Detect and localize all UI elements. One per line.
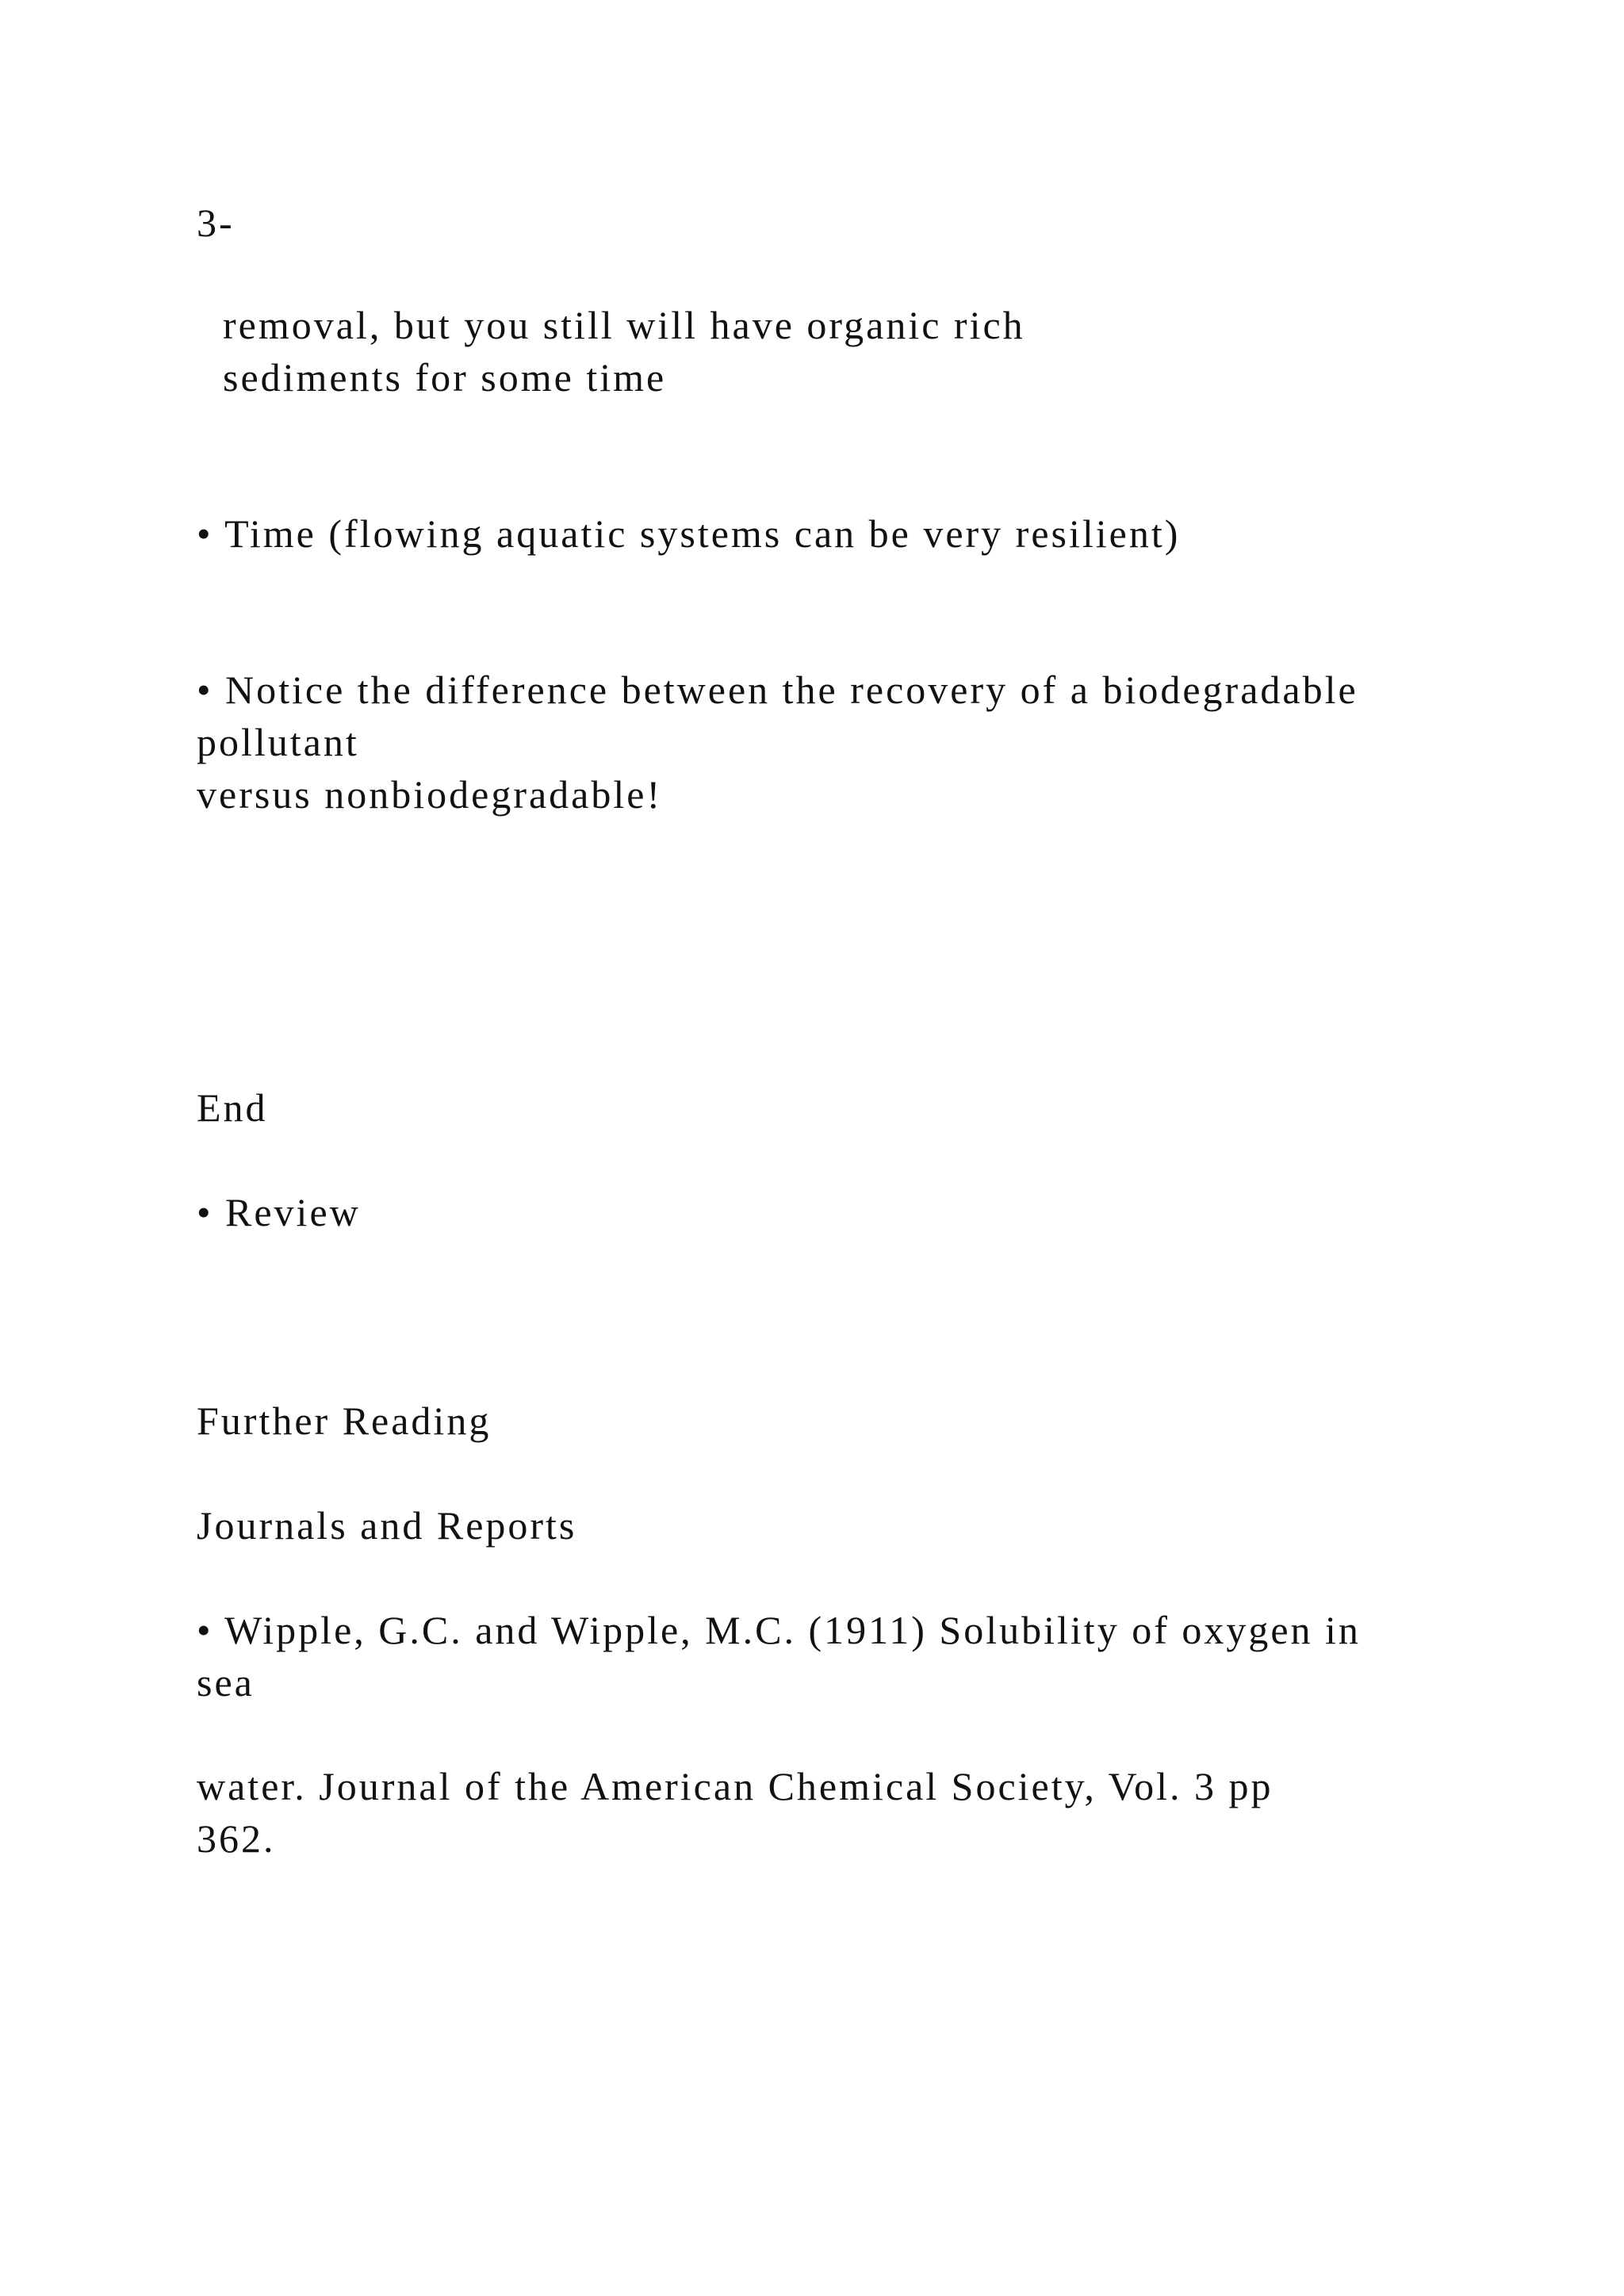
journals-reports-subheading: Journals and Reports — [197, 1503, 577, 1548]
reference-line-2: sea — [197, 1660, 255, 1705]
further-reading-heading: Further Reading — [197, 1399, 492, 1443]
bullet-notice-line-3: versus nonbiodegradable! — [197, 772, 663, 817]
bullet-notice-line-2: pollutant — [197, 720, 359, 764]
bullet-notice-line-1: • Notice the difference between the recovery of a biodegradable — [197, 668, 1358, 712]
bullet-review: • Review — [197, 1190, 361, 1234]
page-marker: 3- — [197, 201, 235, 245]
continuation-line-1: removal, but you still will have organic rich — [223, 303, 1025, 347]
reference-line-4: 362. — [197, 1816, 276, 1861]
reference-line-3: water. Journal of the American Chemical Society, Vol. 3 pp — [197, 1764, 1274, 1808]
continuation-line-2: sediments for some time — [223, 355, 667, 400]
end-heading: End — [197, 1085, 268, 1130]
reference-line-1: • Wipple, G.C. and Wipple, M.C. (1911) Solubility of oxygen in — [197, 1608, 1361, 1652]
bullet-time: • Time (flowing aquatic systems can be very resilient) — [197, 511, 1181, 556]
